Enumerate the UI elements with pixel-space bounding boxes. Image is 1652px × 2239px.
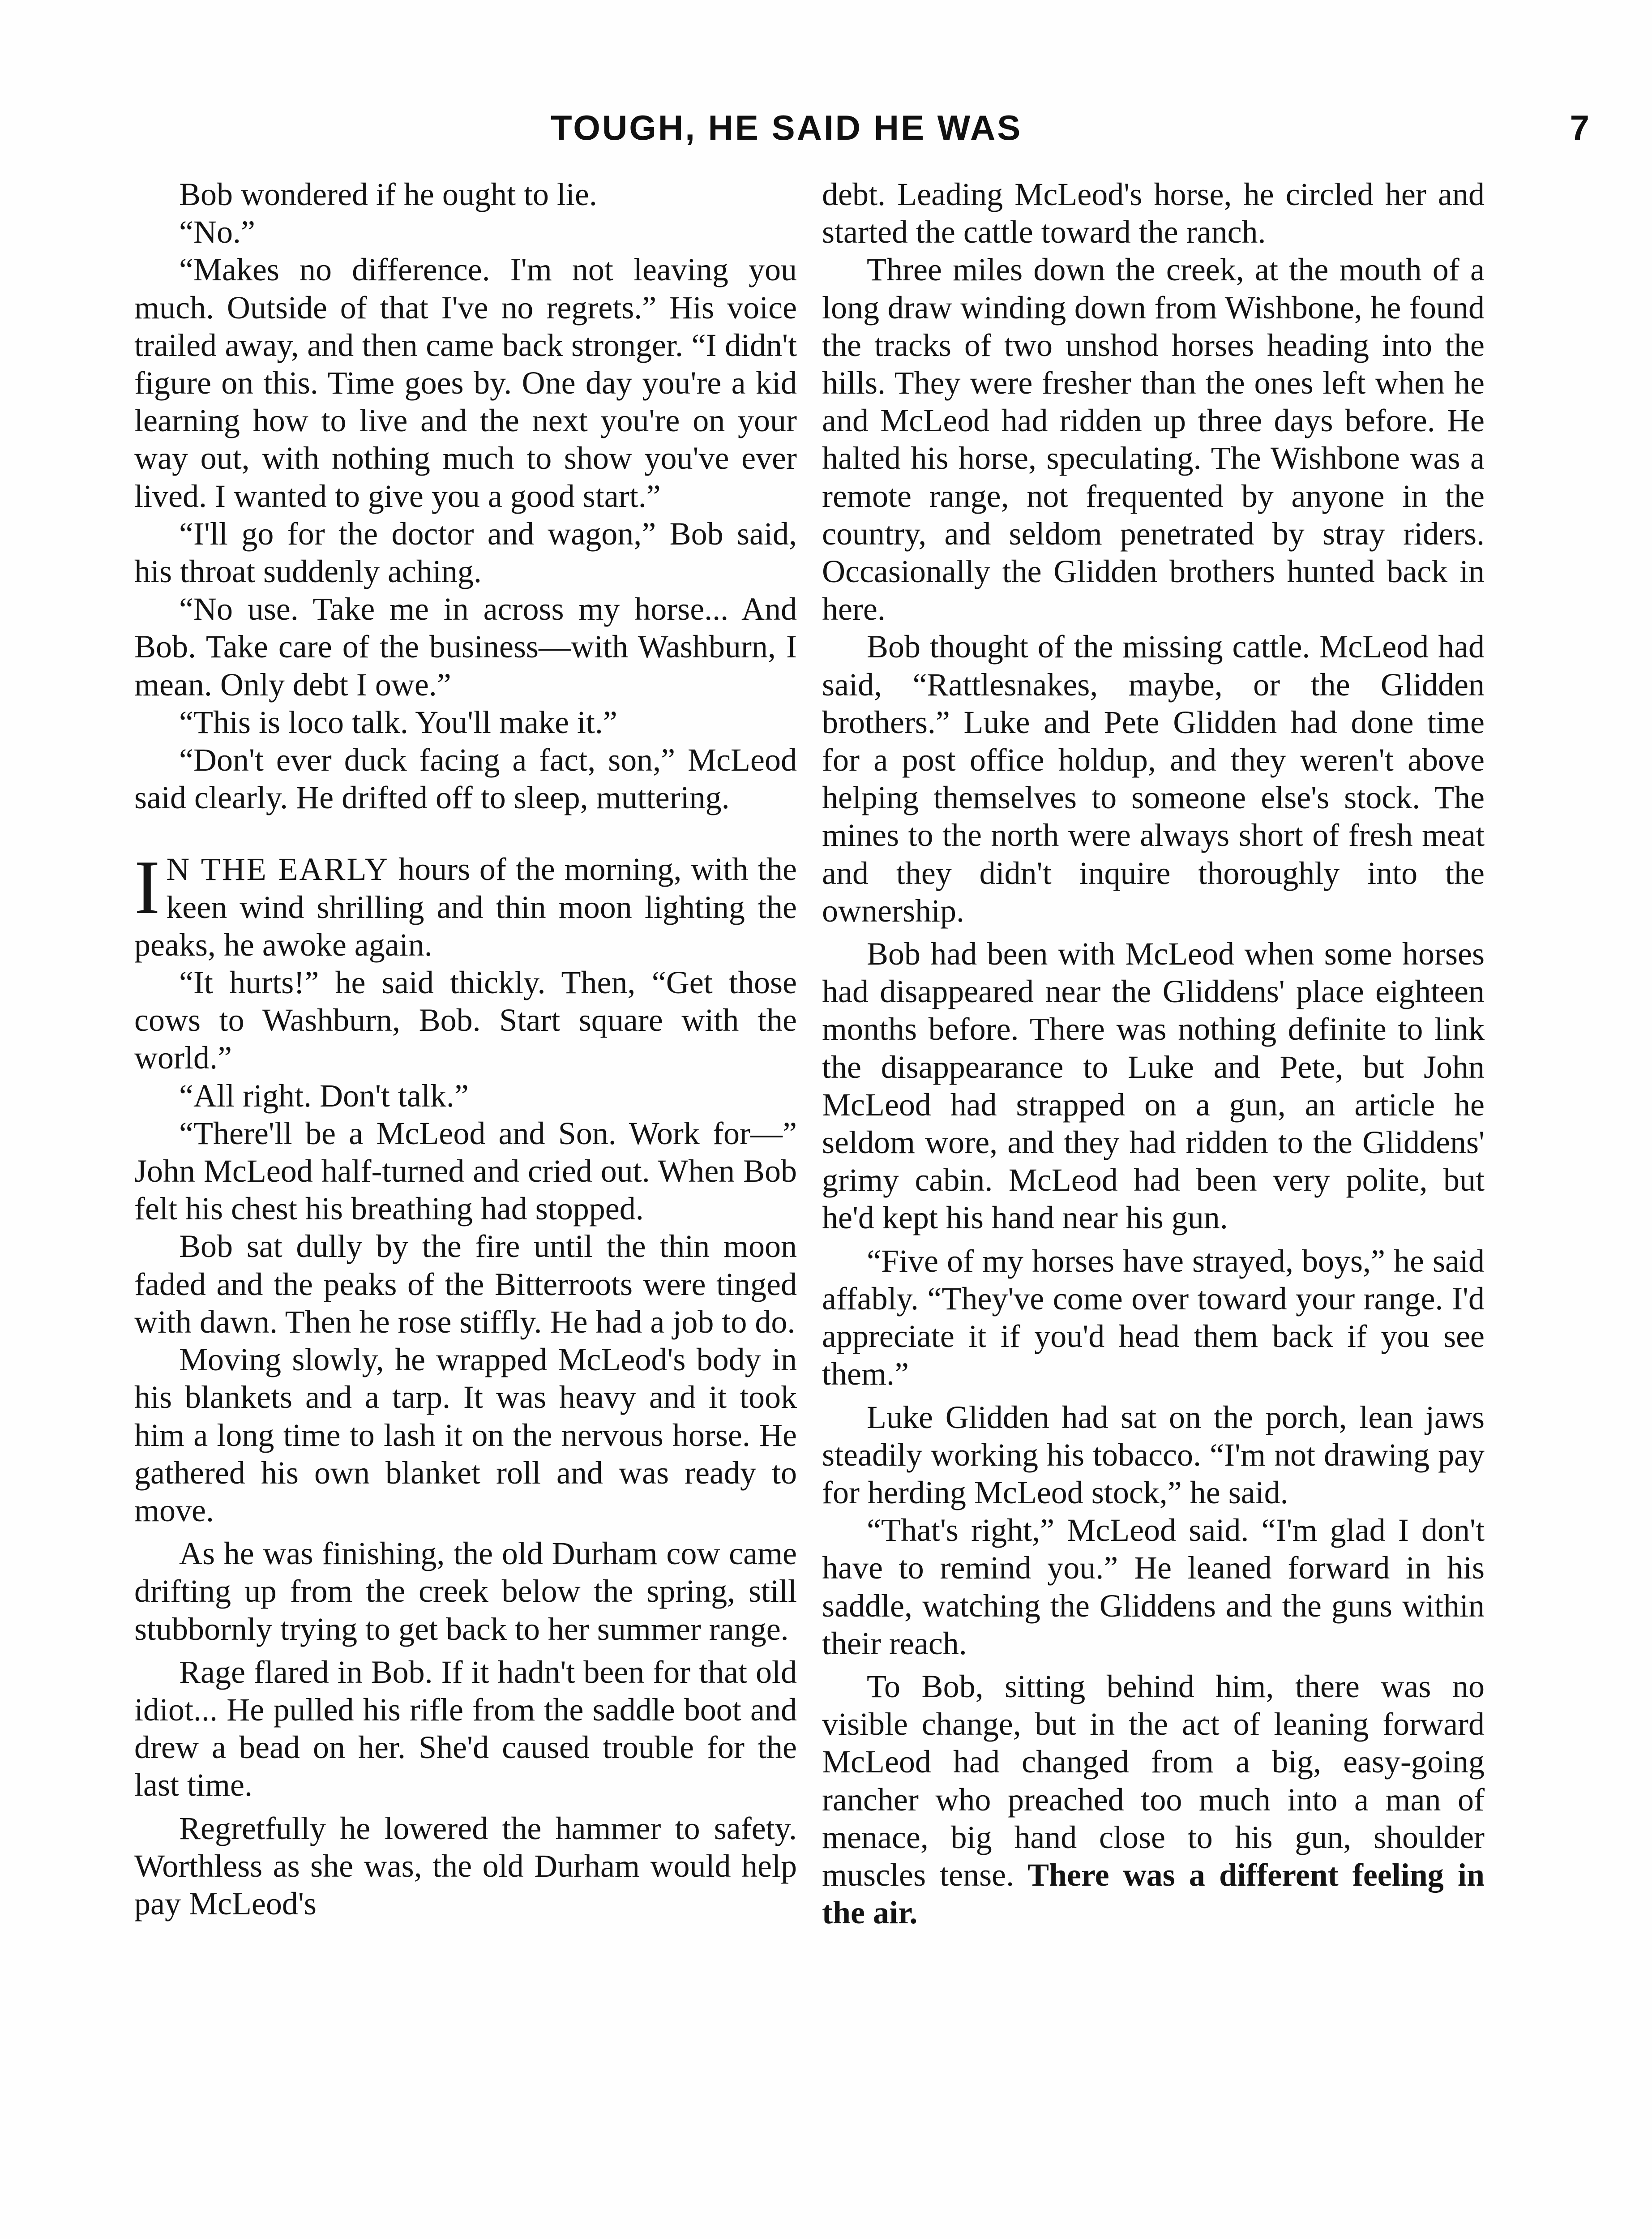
paragraph: debt. Leading McLeod's horse, he circled her and started the cattle toward the ranch. — [822, 176, 1485, 250]
page-number: 7 — [1570, 108, 1589, 147]
paragraph: “This is loco talk. You'll make it.” — [179, 704, 617, 740]
paragraph: “No.” — [179, 214, 255, 250]
paragraph: “It hurts!” he said thickly. Then, “Get those cows to Washburn, Bob. Start square with the world.” — [134, 965, 797, 1076]
paragraph-bold-ending: There was a different feeling in the air. — [822, 1857, 1485, 1931]
paragraph: “Don't ever duck facing a fact, son,” McLeod said clearly. He drifted off to sleep, muttering. — [134, 742, 797, 816]
paragraph: Bob wondered if he ought to lie. — [179, 176, 597, 212]
paragraph: Luke Glidden had sat on the porch, lean jaws steadily working his tobacco. “I'm not drawing pay for herding McLeod stock,” he said. — [822, 1399, 1485, 1510]
left-column — [134, 176, 797, 1922]
paragraph: Bob sat dully by the fire until the thin moon faded and the peaks of the Bitterroots were tinged with dawn. Then he rose stiffly. He had a job to do. — [134, 1228, 797, 1340]
paragraph: Moving slowly, he wrapped McLeod's body in his blankets and a tarp. It was heavy and it took him a long time to lash it on the nervous horse. He gathered his own blanket roll and was ready to move. — [134, 1342, 797, 1528]
paragraph: As he was finishing, the old Durham cow came drifting up from the creek below the spring, still stubbornly trying to get back to her summer range. — [134, 1536, 797, 1647]
paragraph: Bob had been with McLeod when some horses had disappeared near the Gliddens' place eighteen months before. There was nothing definite to link the disappearance to Luke and Pete, but John McLeod had strapped on a gun, an article he seldom wore, and they had ridden to the Gliddens' grimy cabin. McLeod had been very polite, but he'd kept his hand near his gun. — [822, 936, 1485, 1236]
paragraph: “That's right,” McLeod said. “I'm glad I don't have to remind you.” He leaned forward in his saddle, watching the Gliddens and the guns within their reach. — [822, 1512, 1485, 1661]
drop-cap: I — [134, 845, 160, 931]
paragraph: Bob thought of the missing cattle. McLeod had said, “Rattlesnakes, maybe, or the Glidden brothers.” Luke and Pete Glidden had done time for a post office holdup, and they weren't above helping themselves to someone else's stock. The mines to the north were always short of fresh meat and they didn't inquire thoroughly into the ownership. — [822, 629, 1485, 929]
paragraph: “I'll go for the doctor and wagon,” Bob said, his throat suddenly aching. — [134, 515, 797, 590]
page-header — [551, 107, 1598, 161]
paragraph: Rage flared in Bob. If it hadn't been for that old idiot... He pulled his rifle from the saddle boot and drew a bead on her. She'd caused trouble for the last time. — [134, 1654, 797, 1803]
paragraph: “All right. Don't talk.” — [179, 1077, 469, 1114]
lead-in-caps: N THE EARLY — [166, 851, 389, 888]
section-opening-paragraph — [134, 845, 797, 964]
paragraph-text: hours of the morning, with the keen wind shrilling and thin moon lighting the peaks, he awoke again. — [134, 851, 797, 963]
paragraph: “There'll be a McLeod and Son. Work for—” John McLeod half-turned and cried out. When Bob felt his chest his breathing had stopped. — [134, 1115, 797, 1227]
paragraph-text: To Bob, sitting behind him, there was no visible change, but in the act of leaning forward McLeod had changed from a big, easy-going rancher who preached too much into a man of menace, big hand close to his gun, shoulder muscles tense. — [822, 1668, 1485, 1893]
paragraph: “No use. Take me in across my horse... And Bob. Take care of the business—with Washburn, I mean. Only debt I owe.” — [134, 591, 797, 703]
paragraph: Regretfully he lowered the hammer to safety. Worthless as she was, the old Durham would help pay McLeod's — [134, 1810, 797, 1922]
paragraph: Three miles down the creek, at the mouth of a long draw winding down from Wishbone, he found the tracks of two unshod horses heading into the hills. They were fresher than the ones left when he and McLeod had ridden up three days before. He halted his horse, speculating. The Wishbone was a remote range, not frequented by anyone in the country, and seldom penetrated by stray riders. Occasionally the Glidden brothers hunted back in here. — [822, 252, 1485, 627]
running-title: TOUGH, HE SAID HE WAS — [551, 108, 1023, 147]
paragraph: “Makes no difference. I'm not leaving you much. Outside of that I've no regrets.” His voice trailed away, and then came back stronger. “I didn't figure on this. Time goes by. One day you're a kid learning how to live and the next you're on your way out, with nothing much to show you've ever lived. I wanted to give you a good start.” — [134, 252, 797, 514]
paragraph: “Five of my horses have strayed, boys,” he said affably. “They've come over toward your range. I'd appreciate it if you'd head them back if you see them.” — [822, 1243, 1485, 1392]
paragraph — [822, 1668, 1485, 1931]
right-column — [822, 176, 1485, 1931]
